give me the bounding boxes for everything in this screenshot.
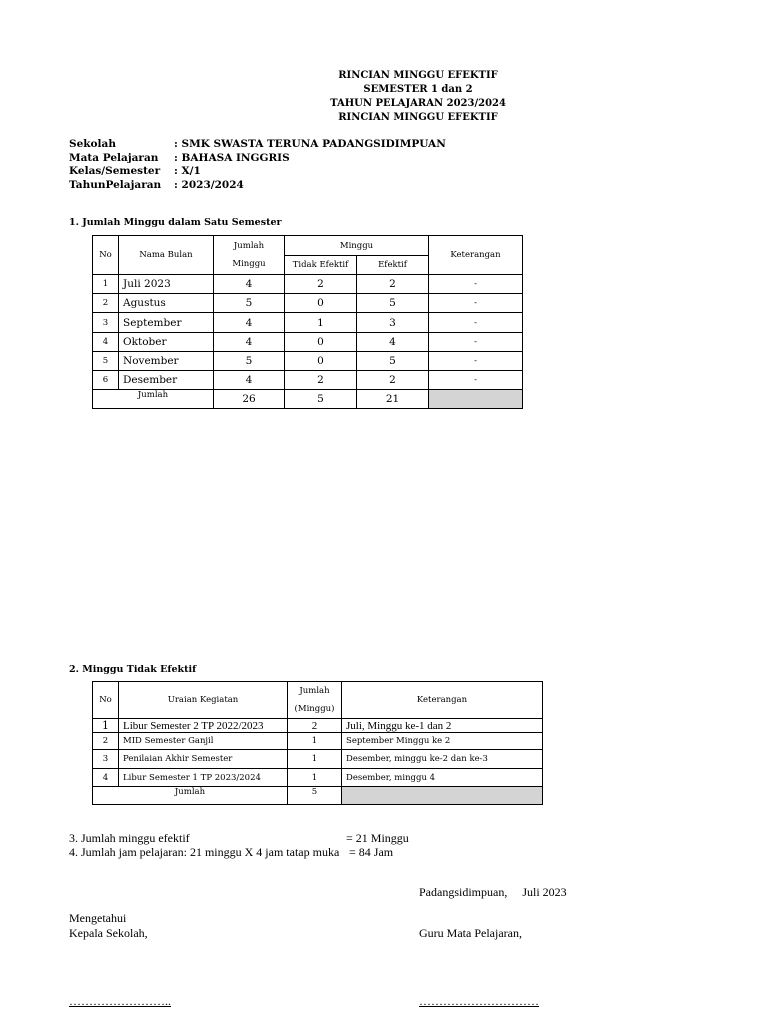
info-label: Sekolah xyxy=(69,138,116,150)
cell-efektif: 5 xyxy=(357,352,429,371)
cell-tidak-efektif: 2 xyxy=(285,275,357,294)
cell-keterangan: - xyxy=(429,371,523,390)
summary-line-3-value: = 21 Minggu xyxy=(346,831,409,845)
cell-keterangan: Desember, minggu ke-2 dan ke-3 xyxy=(342,750,543,769)
total-jumlah: 5 xyxy=(288,787,342,805)
title-line-2: SEMESTER 1 dan 2 xyxy=(363,84,473,95)
summary-line-3-label: 3. Jumlah minggu efektif xyxy=(69,831,190,845)
total-tidak-efektif: 5 xyxy=(285,390,357,409)
cell-jumlah: 2 xyxy=(288,719,342,733)
cell-no: 3 xyxy=(93,750,119,769)
teacher-title: Guru Mata Pelajaran, xyxy=(419,926,522,940)
teacher-signature-line: ………………………… xyxy=(419,994,539,1008)
col-header-keterangan: Keterangan xyxy=(429,236,523,275)
cell-jumlah: 4 xyxy=(214,313,285,333)
col-header-no: No xyxy=(93,682,119,719)
cell-no: 5 xyxy=(93,352,119,371)
cell-efektif: 2 xyxy=(357,371,429,390)
cell-bulan: November xyxy=(119,352,214,371)
cell-bulan: September xyxy=(119,313,214,333)
cell-keterangan: Desember, minggu 4 xyxy=(342,769,543,787)
cell-efektif: 4 xyxy=(357,333,429,352)
title-line-4: RINCIAN MINGGU EFEKTIF xyxy=(338,112,498,123)
table-row xyxy=(93,733,543,750)
place-date: Padangsidimpuan, Juli 2023 xyxy=(419,885,567,899)
table-row xyxy=(93,769,543,787)
cell-uraian: MID Semester Ganjil xyxy=(119,733,288,750)
cell-jumlah: 1 xyxy=(288,769,342,787)
cell-uraian: Libur Semester 2 TP 2022/2023 xyxy=(119,719,288,733)
section-2-heading: 2. Minggu Tidak Efektif xyxy=(69,664,197,675)
document-title xyxy=(0,69,768,125)
cell-bulan: Juli 2023 xyxy=(119,275,214,294)
table-row xyxy=(93,371,523,390)
col-header-tidak-efektif: Tidak Efektif xyxy=(285,256,357,275)
cell-jumlah: 1 xyxy=(288,733,342,750)
cell-tidak-efektif: 1 xyxy=(285,313,357,333)
cell-uraian: Penilaian Akhir Semester xyxy=(119,750,288,769)
info-row-tahun xyxy=(69,179,446,193)
acknowledge-label: Mengetahui xyxy=(69,911,127,925)
cell-bulan: Agustus xyxy=(119,294,214,313)
table-row xyxy=(93,352,523,371)
table-total-row xyxy=(93,390,523,409)
non-effective-weeks-table xyxy=(92,681,543,805)
cell-tidak-efektif: 0 xyxy=(285,294,357,313)
shaded-cell xyxy=(429,390,523,409)
cell-no: 4 xyxy=(93,333,119,352)
col-header-no: No xyxy=(93,236,119,275)
table-row xyxy=(93,750,543,769)
cell-keterangan: Juli, Minggu ke-1 dan 2 xyxy=(342,719,543,733)
summary-line-4-label: 4. Jumlah jam pelajaran: 21 minggu X 4 jam tatap muka xyxy=(69,845,340,859)
shaded-cell xyxy=(342,787,543,805)
info-label: TahunPelajaran xyxy=(69,178,162,191)
info-row-sekolah xyxy=(69,138,446,152)
col-header-efektif: Efektif xyxy=(357,256,429,275)
cell-jumlah: 5 xyxy=(214,294,285,313)
cell-jumlah: 5 xyxy=(214,352,285,371)
cell-efektif: 3 xyxy=(357,313,429,333)
info-value: : SMK SWASTA TERUNA PADANGSIDIMPUAN xyxy=(174,138,446,150)
cell-bulan: Desember xyxy=(119,371,214,390)
cell-no: 1 xyxy=(93,275,119,294)
total-efektif: 21 xyxy=(357,390,429,409)
cell-jumlah: 1 xyxy=(288,750,342,769)
col-header-nama-bulan: Nama Bulan xyxy=(119,236,214,275)
section-1-heading: 1. Jumlah Minggu dalam Satu Semester xyxy=(69,217,282,228)
effective-weeks-table xyxy=(92,235,523,409)
table-row xyxy=(93,275,523,294)
cell-efektif: 2 xyxy=(357,275,429,294)
col-header-keterangan: Keterangan xyxy=(342,682,543,719)
info-value: : BAHASA INGGRIS xyxy=(174,151,290,164)
principal-signature-line: …………………….. xyxy=(69,994,171,1008)
info-row-mapel xyxy=(69,152,446,166)
summary-line-4-value: = 84 Jam xyxy=(349,845,394,859)
info-value: : 2023/2024 xyxy=(174,178,244,191)
cell-keterangan: September Minggu ke 2 xyxy=(342,733,543,750)
cell-keterangan: - xyxy=(429,275,523,294)
cell-bulan: Oktober xyxy=(119,333,214,352)
table-header-row xyxy=(93,682,543,719)
table-row xyxy=(93,719,543,733)
info-label: Mata Pelajaran xyxy=(69,151,159,164)
total-label: Jumlah xyxy=(93,787,288,805)
cell-no: 1 xyxy=(93,719,119,733)
col-header-minggu: Minggu xyxy=(285,236,429,256)
info-row-kelas xyxy=(69,165,446,179)
col-header-jumlah-minggu: Jumlah Minggu xyxy=(214,236,285,275)
table-row xyxy=(93,313,523,333)
cell-no: 2 xyxy=(93,733,119,750)
title-line-3: TAHUN PELAJARAN 2023/2024 xyxy=(330,98,506,109)
principal-title: Kepala Sekolah, xyxy=(69,926,148,940)
identity-block xyxy=(69,138,446,192)
cell-no: 6 xyxy=(93,371,119,390)
cell-tidak-efektif: 0 xyxy=(285,333,357,352)
title-line-1: RINCIAN MINGGU EFEKTIF xyxy=(338,70,498,81)
info-value: : X/1 xyxy=(174,165,201,178)
cell-tidak-efektif: 0 xyxy=(285,352,357,371)
table-header-row xyxy=(93,236,523,256)
cell-uraian: Libur Semester 1 TP 2023/2024 xyxy=(119,769,288,787)
col-header-jumlah: Jumlah (Minggu) xyxy=(288,682,342,719)
cell-no: 3 xyxy=(93,313,119,333)
cell-no: 2 xyxy=(93,294,119,313)
table-row xyxy=(93,294,523,313)
table-total-row xyxy=(93,787,543,805)
cell-keterangan: - xyxy=(429,352,523,371)
cell-tidak-efektif: 2 xyxy=(285,371,357,390)
col-header-uraian: Uraian Kegiatan xyxy=(119,682,288,719)
cell-keterangan: - xyxy=(429,333,523,352)
cell-jumlah: 4 xyxy=(214,275,285,294)
cell-keterangan: - xyxy=(429,313,523,333)
cell-efektif: 5 xyxy=(357,294,429,313)
cell-keterangan: - xyxy=(429,294,523,313)
cell-jumlah: 4 xyxy=(214,371,285,390)
info-label: Kelas/Semester xyxy=(69,165,161,178)
total-label: Jumlah xyxy=(93,390,214,409)
table-row xyxy=(93,333,523,352)
cell-no: 4 xyxy=(93,769,119,787)
cell-jumlah: 4 xyxy=(214,333,285,352)
total-jumlah: 26 xyxy=(214,390,285,409)
